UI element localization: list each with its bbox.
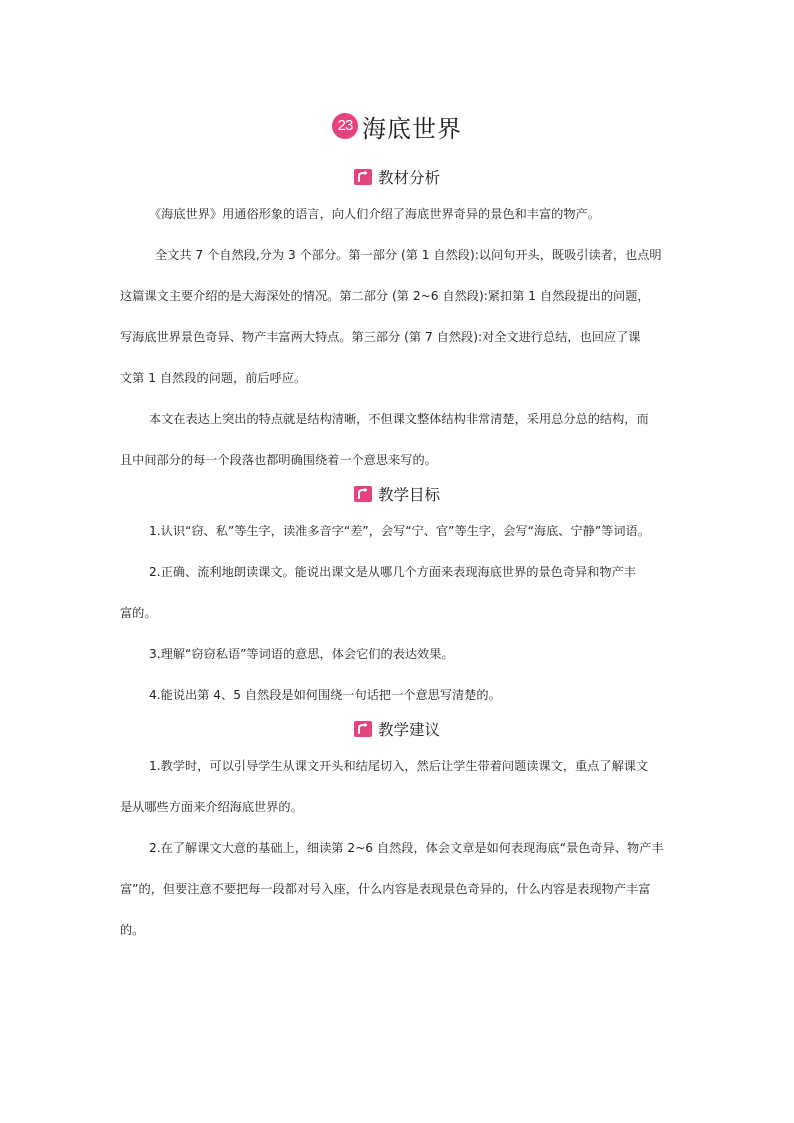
paragraph-line: 1.认识“窃、私”等生字，读准多音字“差”，会写“宁、官”等生字，会写“海底、宁静”等词语。 — [149, 524, 650, 538]
section-body-objectives — [120, 511, 674, 716]
section-heading-objectives — [120, 481, 674, 507]
paragraph-line: 且中间部分的每一个段落也都明确围绕着一个意思来写的。 — [120, 453, 437, 467]
pink-return-arrow-icon — [354, 721, 372, 737]
paragraph-line: 是从哪些方面来介绍海底世界的。 — [120, 800, 303, 814]
section-body-suggestions — [120, 746, 674, 951]
section-heading-suggestions — [120, 716, 674, 742]
section-body-analysis — [120, 194, 674, 481]
section-label: 教学建议 — [377, 721, 440, 739]
paragraph-line: 《海底世界》用通俗形象的语言，向人们介绍了海底世界奇异的景色和丰富的物产。 — [149, 207, 600, 221]
section-label: 教学目标 — [377, 486, 440, 504]
paragraph-line: 本文在表达上突出的特点就是结构清晰，不但课文整体结构非常清楚，采用总分总的结构，而 — [149, 412, 649, 426]
paragraph-line: 写海底世界景色奇异、物产丰富两大特点。第三部分 (第 7 自然段):对全文进行总结，也回应了课 — [120, 330, 641, 344]
paragraph-line: 富”的，但要注意不要把每一段都对号入座，什么内容是表现景色奇异的，什么内容是表现物产丰富 — [120, 882, 651, 896]
lesson-title-text: 海底世界 — [362, 114, 462, 143]
lesson-title — [120, 108, 674, 144]
paragraph-line: 2.正确、流利地朗读课文。能说出课文是从哪几个方面来表现海底世界的景色奇异和物产丰 — [149, 565, 636, 579]
paragraph-line: 2.在了解课文大意的基础上，细读第 2~6 自然段，体会文章是如何表现海底“景色奇异、物产丰 — [149, 841, 664, 855]
section-heading-analysis — [120, 164, 674, 190]
lesson-number-badge: 23 — [332, 113, 358, 139]
paragraph-line: 4.能说出第 4、5 自然段是如何围绕一句话把一个意思写清楚的。 — [149, 688, 501, 702]
paragraph-line: 文第 1 自然段的问题，前后呼应。 — [120, 371, 307, 385]
paragraph-line: 1.教学时，可以引导学生从课文开头和结尾切入，然后让学生带着问题读课文，重点了解课文 — [149, 759, 649, 773]
paragraph-line: 这篇课文主要介绍的是大海深处的情况。第二部分 (第 2~6 自然段):紧扣第 1 自然段提出的问题， — [120, 289, 650, 303]
paragraph-line: 全文共 7 个自然段,分为 3 个部分。第一部分 (第 1 自然段):以问句开头，既吸引读者，也点明 — [155, 248, 662, 262]
pink-return-arrow-icon — [354, 486, 372, 502]
paragraph-line: 3.理解“窃窃私语”等词语的意思，体会它们的表达效果。 — [149, 647, 454, 661]
paragraph-line: 的。 — [120, 923, 145, 937]
section-label: 教材分析 — [377, 169, 440, 187]
pink-return-arrow-icon — [354, 169, 372, 185]
paragraph-line: 富的。 — [120, 606, 157, 620]
